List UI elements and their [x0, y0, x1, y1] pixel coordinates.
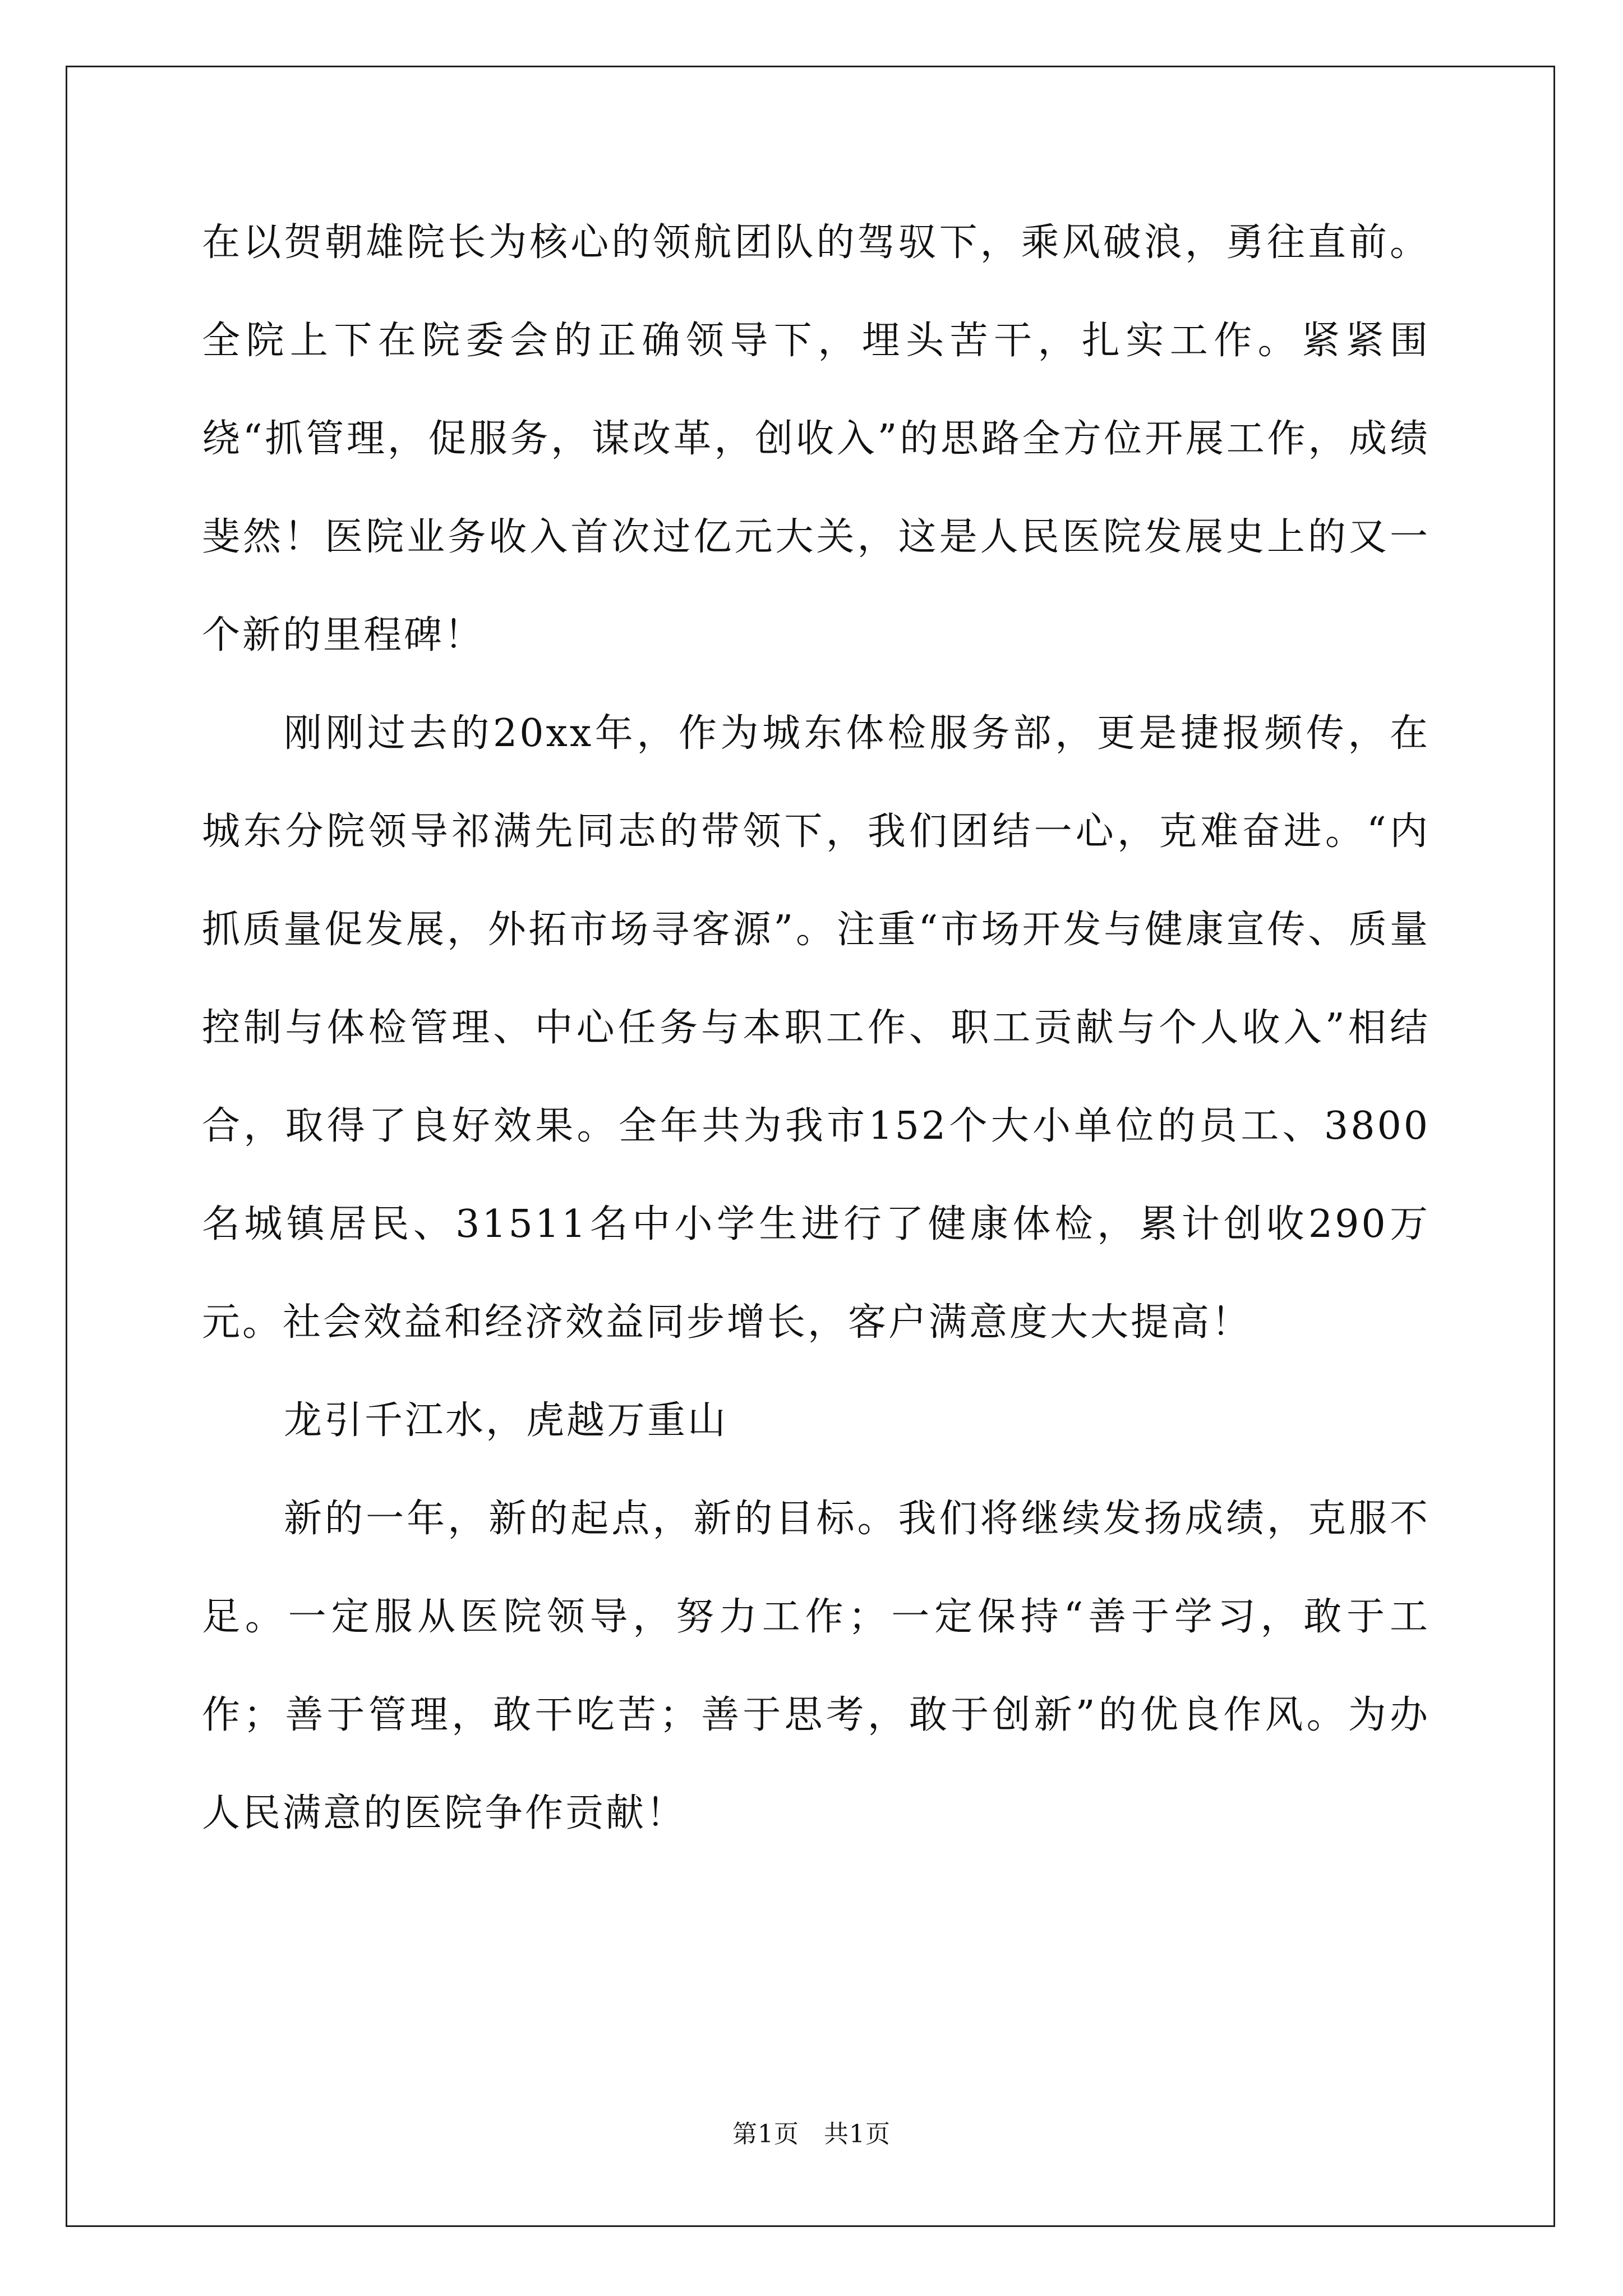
document-body	[202, 194, 1430, 1862]
page-footer	[0, 2118, 1623, 2151]
paragraph-2: 刚刚过去的20xx年，作为城东体检服务部，更是捷报频传，在城东分院领导祁满先同志的带领下，我们团结一心，克难奋进。“内抓质量促发展，外拓市场寻客源”。注重“市场开发与健康宣传、质量控制与体检管理、中心任务与本职工作、职工贡献与个人收入”相结合，取得了良好效果。全年共为我市152个大小单位的员工、3800名城镇居民、31511名中小学生进行了健康体检，累计创收290万元。社会效益和经济效益同步增长，客户满意度大大提高！	[202, 711, 1430, 1345]
page-number: 第1页	[732, 2120, 799, 2148]
page-total: 共1页	[824, 2120, 891, 2148]
paragraph-3: 新的一年，新的起点，新的目标。我们将继续发扬成绩，克服不足。一定服从医院领导，努力工作；一定保持“善于学习，敢于工作；善于管理，敢干吃苦；善于思考，敢于创新”的优良作风。为办人民满意的医院争作贡献！	[202, 1497, 1431, 1835]
paragraph-1: 在以贺朝雄院长为核心的领航团队的驾驭下，乘风破浪，勇往直前。全院上下在院委会的正确领导下，埋头苦干，扎实工作。紧紧围绕“抓管理，促服务，谋改革，创收入”的思路全方位开展工作，成绩斐然！医院业务收入首次过亿元大关，这是人民医院发展史上的又一个新的里程碑！	[202, 220, 1430, 657]
section-heading: 龙引千江水，虎越万重山	[284, 1398, 728, 1443]
